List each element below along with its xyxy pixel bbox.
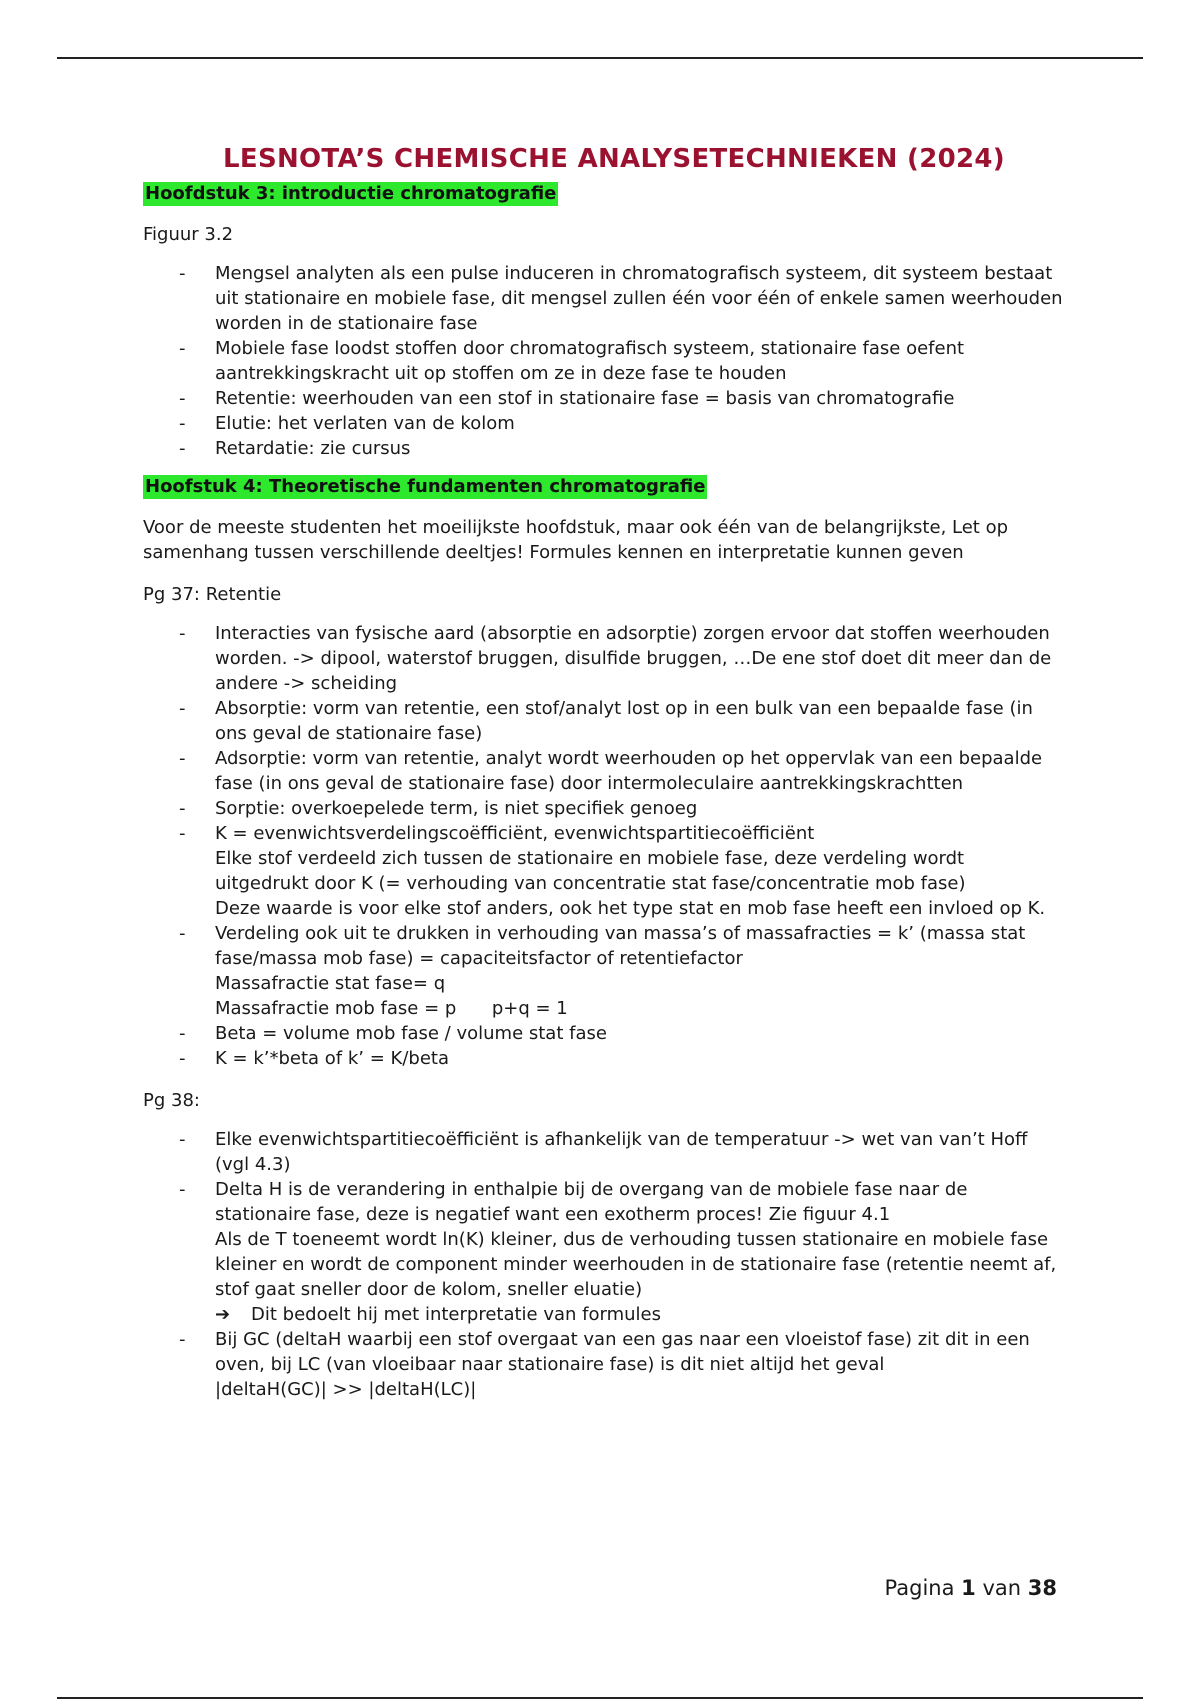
list-item: - Beta = volume mob fase / volume stat fase (143, 1021, 1063, 1046)
list-item: - Retardatie: zie cursus (143, 436, 1063, 461)
k-note: Deze waarde is voor elke stof anders, ook het type stat en mob fase heeft een invloed op K. (215, 898, 1046, 919)
list-item: - K = k’*beta of k’ = K/beta (143, 1046, 1063, 1071)
pg37-list (143, 621, 1063, 1071)
section-label-pg38: Pg 38: (143, 1090, 200, 1111)
list-item: - Mobiele fase loodst stoffen door chromatografisch systeem, stationaire fase oefent aantrekkingskracht uit op stoffen om ze in deze fase te houden (143, 336, 1063, 386)
chapter-4-intro: Voor de meeste studenten het moeilijkste hoofdstuk, maar ook één van de belangrijkste, Let op samenhang tussen verschillende deeltjes! Formules kennen en interpretatie kunnen geven (143, 517, 1009, 563)
list-item (143, 921, 1063, 1021)
footer-rule (57, 1697, 1143, 1699)
mass-fraction-stat: Massafractie stat fase= q (215, 973, 446, 994)
list-item (143, 1177, 1063, 1327)
document-page (143, 140, 1063, 1402)
mass-fraction-mob: Massafractie mob fase = p (215, 998, 457, 1019)
header-rule (57, 57, 1143, 59)
fraction-sum: p+q = 1 (491, 998, 568, 1019)
page-middle: van (982, 1576, 1022, 1600)
k-definition: - K = evenwichtsverdelingscoëfficiënt, evenwichtspartitiecoëfficiënt (215, 823, 815, 844)
mass-fraction-mob-row (215, 996, 1063, 1021)
current-page: 1 (961, 1576, 976, 1600)
chapter-3-list (143, 261, 1063, 461)
list-item: - Elutie: het verlaten van de kolom (143, 411, 1063, 436)
arrow-right-icon: ➔ (215, 1304, 231, 1325)
list-item: - Interacties van fysische aard (absorptie en adsorptie) zorgen ervoor dat stoffen weerhouden worden. -> dipool, waterstof bruggen, disulfide bruggen, …De ene stof doet dit meer dan de andere -> scheiding (143, 621, 1063, 696)
delta-h-text: - Delta H is de verandering in enthalpie bij de overgang van de mobiele fase naar de stationaire fase, deze is negatief want een exotherm proces! Zie figuur 4.1 (215, 1179, 968, 1225)
k-explanation: Elke stof verdeeld zich tussen de stationaire en mobiele fase, deze verdeling wordt uitgedrukt door K (= verhouding van concentratie stat fase/concentratie mob fase) (215, 848, 966, 894)
pg38-list (143, 1127, 1063, 1402)
list-item: - Absorptie: vorm van retentie, een stof/analyt lost op in een bulk van een bepaalde fase (in ons geval de stationaire fase) (143, 696, 1063, 746)
list-item (143, 821, 1063, 921)
list-item: - Retentie: weerhouden van een stof in stationaire fase = basis van chromatografie (143, 386, 1063, 411)
list-item: - Mengsel analyten als een pulse induceren in chromatografisch systeem, dit systeem bestaat uit stationaire en mobiele fase, dit mengsel zullen één voor één of enkele samen weerhouden worden in de stationaire fase (143, 261, 1063, 336)
temperature-effect-text: Als de T toeneemt wordt ln(K) kleiner, dus de verhouding tussen stationaire en mobiele fase kleiner en wordt de component minder weerhouden in de stationaire fase (retentie neemt af, stof gaat sneller door de kolom, sneller eluatie) (215, 1229, 1057, 1300)
list-item: - Adsorptie: vorm van retentie, analyt wordt weerhouden op het oppervlak van een bepaalde fase (in ons geval de stationaire fase) door intermoleculaire aantrekkingskrachtten (143, 746, 1063, 796)
gc-lc-text: - Bij GC (deltaH waarbij een stof overgaat van een gas naar een vloeistof fase) zit dit in een oven, bij LC (van vloeibaar naar stationaire fase) is dit niet altijd het geval (215, 1329, 1030, 1375)
document-title: LESNOTA’S CHEMISCHE ANALYSETECHNIEKEN (2024) (223, 144, 1005, 174)
arrow-note-text: Dit bedoelt hij met interpretatie van formules (251, 1304, 661, 1325)
arrow-note (215, 1302, 1063, 1327)
delta-h-comparison: |deltaH(GC)| >> |deltaH(LC)| (215, 1379, 477, 1400)
total-pages: 38 (1027, 1576, 1057, 1600)
list-item: - Sorptie: overkoepelede term, is niet specifiek genoeg (143, 796, 1063, 821)
list-item (143, 1327, 1063, 1402)
section-label-pg37: Pg 37: Retentie (143, 584, 282, 605)
list-item: - Elke evenwichtspartitiecoëfficiënt is afhankelijk van de temperatuur -> wet van van’t Hoff (vgl 4.3) (143, 1127, 1063, 1177)
chapter-4-heading: Hoofstuk 4: Theoretische fundamenten chromatografie (145, 476, 706, 497)
mass-ratio-text: - Verdeling ook uit te drukken in verhouding van massa’s of massafracties = k’ (massa stat fase/massa mob fase) = capaciteitsfactor of retentiefactor (215, 923, 1026, 969)
chapter-3-heading: Hoofdstuk 3: introductie chromatografie (145, 183, 557, 204)
figure-label: Figuur 3.2 (143, 224, 234, 245)
page-number (885, 1574, 1057, 1602)
page-prefix: Pagina (884, 1576, 955, 1600)
